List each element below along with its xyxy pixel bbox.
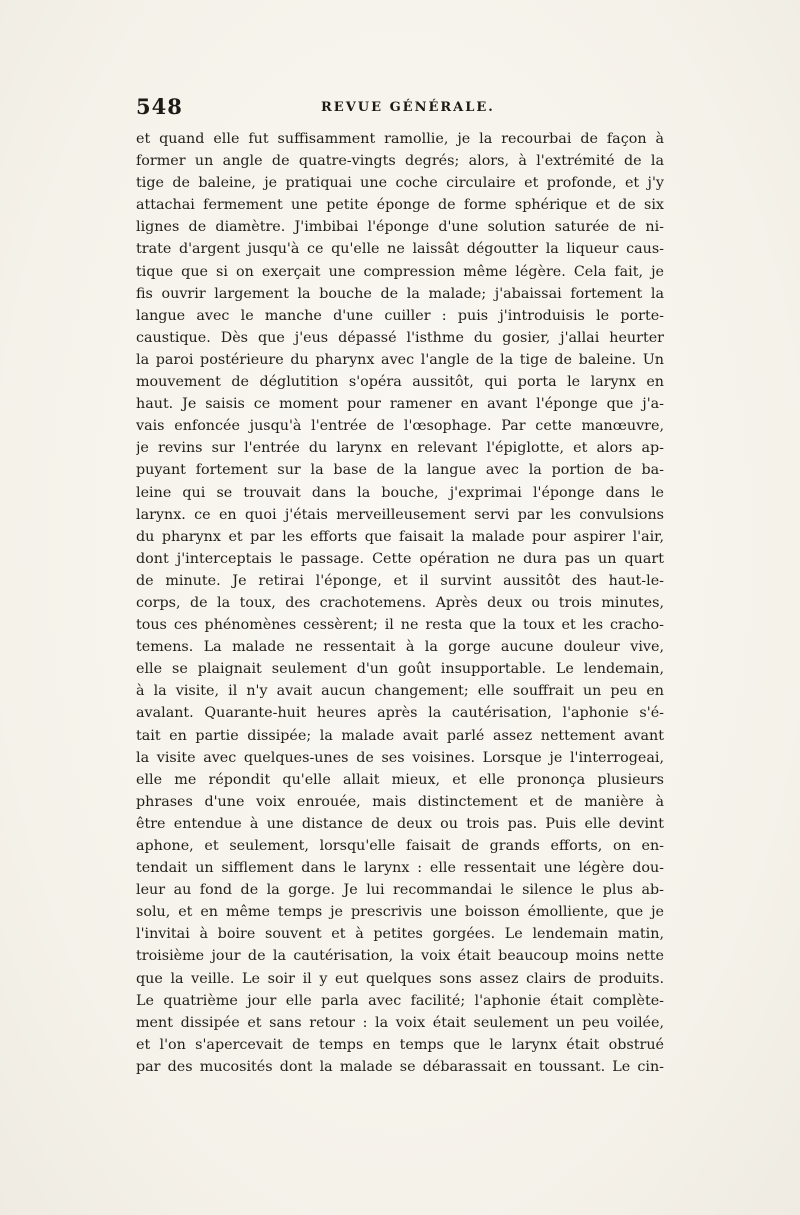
- text-line: fis ouvrir largement la bouche de la malade; j'abaissai fortement la: [136, 285, 664, 302]
- text-line: troisième jour de la cautérisation, la voix était beaucoup moins nette: [136, 948, 664, 965]
- text-line: tait en partie dissipée; la malade avait parlé assez nettement avant: [136, 727, 664, 744]
- text-line: que la veille. Le soir il y eut quelques sons assez clairs de produits.: [136, 970, 664, 987]
- text-line: corps, de la toux, des crachotemens. Après deux ou trois minutes,: [136, 594, 664, 611]
- text-line: leur au fond de la gorge. Je lui recommandai le silence le plus ab-: [136, 882, 664, 899]
- text-line: à la visite, il n'y avait aucun changement; elle souffrait un peu en: [136, 683, 664, 700]
- text-line: tige de baleine, je pratiquai une coche circulaire et profonde, et j'y: [136, 175, 664, 192]
- text-line: Le quatrième jour elle parla avec facilité; l'aphonie était complète-: [136, 992, 664, 1009]
- text-line: ment dissipée et sans retour : la voix était seulement un peu voilée,: [136, 1014, 664, 1031]
- page-number: 548: [136, 94, 183, 119]
- text-line: être entendue à une distance de deux ou trois pas. Puis elle devint: [136, 815, 664, 832]
- text-line: haut. Je saisis ce moment pour ramener en avant l'éponge que j'a-: [136, 396, 664, 413]
- text-line: par des mucosités dont la malade se débarassait en toussant. Le cin-: [136, 1058, 664, 1075]
- text-line: langue avec le manche d'une cuiller : puis j'introduisis le porte-: [136, 307, 664, 324]
- text-line: dont j'interceptais le passage. Cette opération ne dura pas un quart: [136, 550, 664, 567]
- text-line: avalant. Quarante-huit heures après la cautérisation, l'aphonie s'é-: [136, 705, 664, 722]
- text-line: lignes de diamètre. J'imbibai l'éponge d'une solution saturée de ni-: [136, 219, 664, 236]
- text-line: mouvement de déglutition s'opéra aussitôt, qui porta le larynx en: [136, 374, 664, 391]
- text-line: aphone, et seulement, lorsqu'elle faisait de grands efforts, on en-: [136, 838, 664, 854]
- text-line: et l'on s'apercevait de temps en temps que le larynx était obstrué: [136, 1036, 664, 1053]
- text-line: tendait un sifflement dans le larynx : elle ressentait une légère dou-: [136, 860, 664, 877]
- page-header: [136, 94, 664, 120]
- text-line: et quand elle fut suffisamment ramollie, je la recourbai de façon à: [136, 131, 664, 147]
- text-line: solu, et en même temps je prescrivis une boisson émolliente, que je: [136, 904, 664, 921]
- text-line: trate d'argent jusqu'à ce qu'elle ne laissât dégoutter la liqueur caus-: [136, 241, 664, 258]
- text-line: attachai fermement une petite éponge de forme sphérique et de six: [136, 197, 664, 214]
- body-text: [136, 128, 664, 1078]
- text-line: elle se plaignait seulement d'un goût insupportable. Le lendemain,: [136, 661, 664, 678]
- running-title: REVUE GÉNÉRALE.: [321, 100, 495, 115]
- text-line: tique que si on exerçait une compression même légère. Cela fait, je: [136, 263, 664, 280]
- text-line: elle me répondit qu'elle allait mieux, et elle prononça plusieurs: [136, 771, 664, 788]
- text-line: phrases d'une voix enrouée, mais distinctement et de manière à: [136, 793, 664, 810]
- text-line: puyant fortement sur la base de la langue avec la portion de ba-: [136, 462, 664, 479]
- text-line: l'invitai à boire souvent et à petites gorgées. Le lendemain matin,: [136, 926, 664, 943]
- text-line: la visite avec quelques-unes de ses voisines. Lorsque je l'interrogeai,: [136, 749, 664, 766]
- text-line: caustique. Dès que j'eus dépassé l'isthme du gosier, j'allai heurter: [136, 329, 664, 346]
- text-line: leine qui se trouvait dans la bouche, j'exprimai l'éponge dans le: [136, 484, 664, 501]
- text-line: vais enfoncée jusqu'à l'entrée de l'œsophage. Par cette manœuvre,: [136, 418, 664, 435]
- text-line: former un angle de quatre-vingts degrés; alors, à l'extrémité de la: [136, 153, 664, 170]
- text-line: de minute. Je retirai l'éponge, et il survint aussitôt des haut-le-: [136, 572, 664, 589]
- text-line: je revins sur l'entrée du larynx en relevant l'épiglotte, et alors ap-: [136, 440, 664, 457]
- text-line: tous ces phénomènes cessèrent; il ne resta que la toux et les cracho-: [136, 617, 664, 634]
- text-line: du pharynx et par les efforts que faisait la malade pour aspirer l'air,: [136, 528, 664, 545]
- text-line: la paroi postérieure du pharynx avec l'angle de la tige de baleine. Un: [136, 351, 664, 368]
- text-line: larynx. ce en quoi j'étais merveilleusement servi par les convulsions: [136, 506, 664, 523]
- text-line: temens. La malade ne ressentait à la gorge aucune douleur vive,: [136, 639, 664, 656]
